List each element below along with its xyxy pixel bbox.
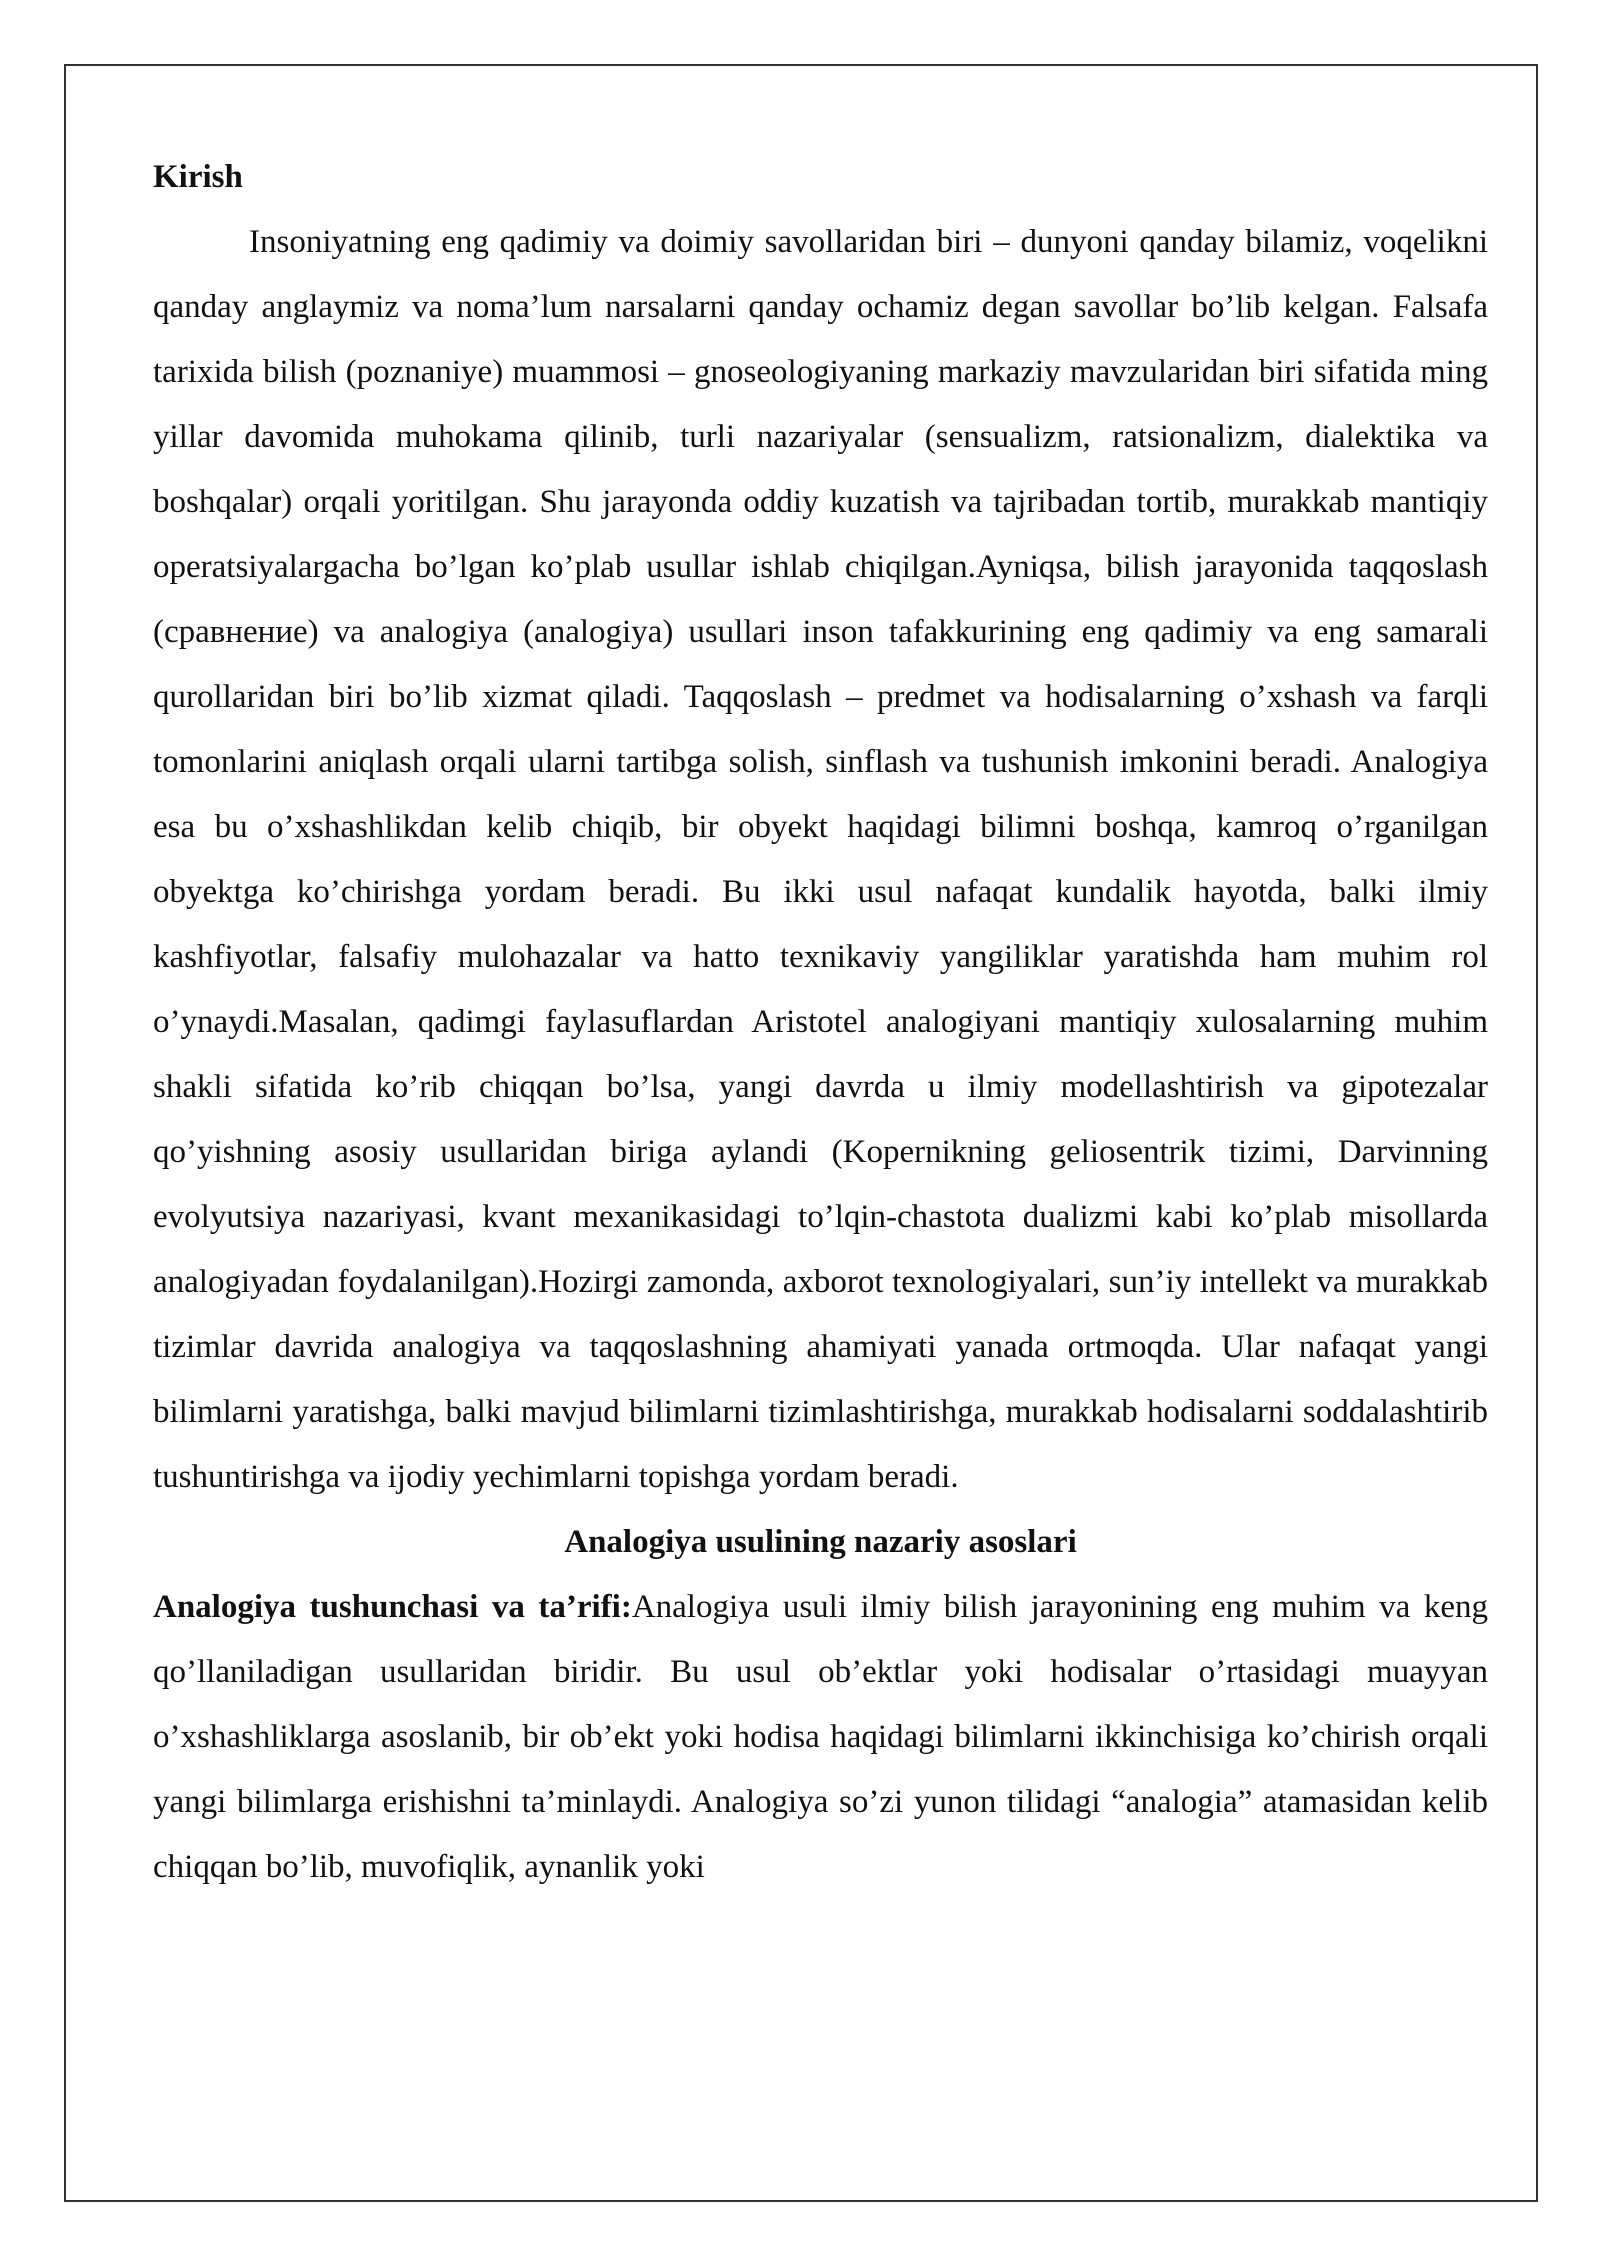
definition-lead-in: Analogiya tushunchasi va ta’rifi: [153, 1589, 632, 1625]
definition-text: Analogiya usuli ilmiy bilish jarayonining eng muhim va keng qo’llaniladigan usullaridan biridir. Bu usul ob’ektlar yoki hodisalar o’rtasidagi muayyan o’xshashliklarga asoslanib, bir ob’ekt yoki hodisa haqidagi bilimlarni ikkinchisiga ko’chirish orqali yangi bilimlarga erishishni ta’minlaydi. Analogiya so’zi yunon tilidagi “analogia” atamasidan kelib chiqqan bo’lib, muvofiqlik, aynanlik yoki [153, 1589, 1488, 1885]
definition-paragraph [153, 1575, 1488, 1900]
intro-paragraph: Insoniyatning eng qadimiy va doimiy savollaridan biri – dunyoni qanday bilamiz, voqelikni qanday anglaymiz va noma’lum narsalarni qanday ochamiz degan savollar bo’lib kelgan. Falsafa tarixida bilish (poznaniye) muammosi – gnoseologiyaning markaziy mavzularidan biri sifatida ming yillar davomida muhokama qilinib, turli nazariyalar (sensualizm, ratsionalizm, dialektika va boshqalar) orqali yoritilgan. Shu jarayonda oddiy kuzatish va tajribadan tortib, murakkab mantiqiy operatsiyalargacha bo’lgan ko’plab usullar ishlab chiqilgan.Ayniqsa, bilish jarayonida taqqoslash (сравнение) va analogiya (analogiya) usullari inson tafakkurining eng qadimiy va eng samarali qurollaridan biri bo’lib xizmat qiladi. Taqqoslash – predmet va hodisalarning o’xshash va farqli tomonlarini aniqlash orqali ularni tartibga solish, sinflash va tushunish imkonini beradi. Analogiya esa bu o’xshashlikdan kelib chiqib, bir obyekt haqidagi bilimni boshqa, kamroq o’rganilgan obyektga ko’chirishga yordam beradi. Bu ikki usul nafaqat kundalik hayotda, balki ilmiy kashfiyotlar, falsafiy mulohazalar va hatto texnikaviy yangiliklar yaratishda ham muhim rol o’ynaydi.Masalan, qadimgi faylasuflardan Aristotel analogiyani mantiqiy xulosalarning muhim shakli sifatida ko’rib chiqqan bo’lsa, yangi davrda u ilmiy modellashtirish va gipotezalar qo’yishning asosiy usullaridan biriga aylandi (Kopernikning geliosentrik tizimi, Darvinning evolyutsiya nazariyasi, kvant mexanikasidagi to’lqin-chastota dualizmi kabi ko’plab misollarda analogiyadan foydalanilgan).Hozirgi zamonda, axborot texnologiyalari, sun’iy intellekt va murakkab tizimlar davrida analogiya va taqqoslashning ahamiyati yanada ortmoqda. Ular nafaqat yangi bilimlarni yaratishga, balki mavjud bilimlarni tizimlashtirishga, murakkab hodisalarni soddalashtirib tushuntirishga va ijodiy yechimlarni topishga yordam beradi. [153, 224, 1488, 1495]
document-body [153, 145, 1488, 1900]
heading-kirish: Kirish [153, 159, 243, 195]
section-title: Analogiya usulining nazariy asoslari [564, 1524, 1077, 1560]
